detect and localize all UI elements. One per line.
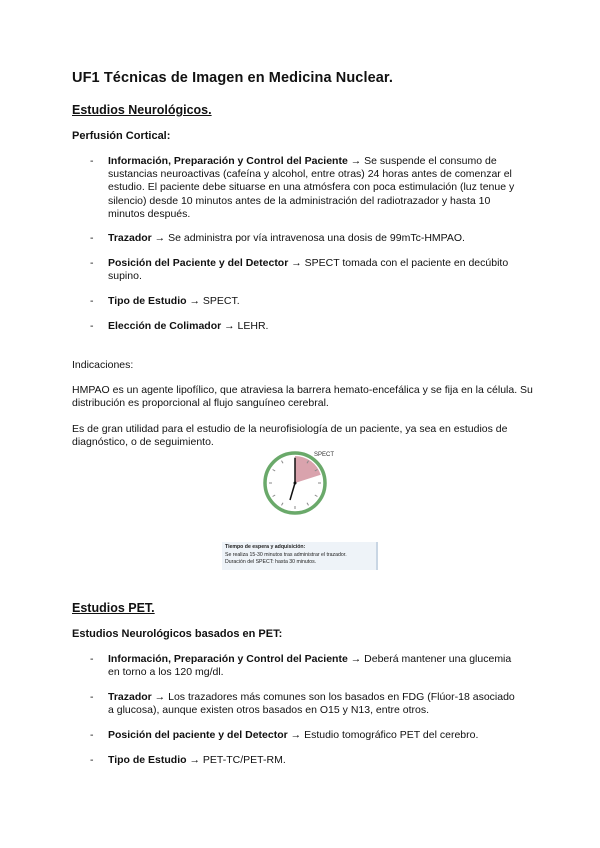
item-text: → PET-TC/PET-RM. <box>186 754 286 766</box>
item-label: Tipo de Estudio <box>108 754 187 766</box>
list-bullet: - <box>90 691 94 703</box>
list-bullet: - <box>90 295 94 307</box>
figure-caption <box>222 542 378 570</box>
list-bullet: - <box>90 257 94 269</box>
section-heading-neuro: Estudios Neurológicos. <box>72 103 212 117</box>
item-text: → Deberá mantener una glucemia en torno a los 120 mg/dl. <box>108 653 512 679</box>
item-label: Información, Preparación y Control del Paciente <box>108 155 348 167</box>
list-item <box>90 320 530 334</box>
clock-figure <box>262 450 328 516</box>
list-item <box>90 691 530 719</box>
subheading-pet-neuro: Estudios Neurológicos basados en PET: <box>72 628 283 640</box>
list-bullet: - <box>90 155 94 167</box>
list-item <box>90 155 530 221</box>
document-title: UF1 Técnicas de Imagen en Medicina Nuclear. <box>72 70 393 86</box>
item-text: → SPECT tomada con el paciente en decúbito supino. <box>108 257 509 283</box>
list-bullet: - <box>90 653 94 665</box>
paragraph-utility: Es de gran utilidad para el estudio de la neurofisiología de un paciente, ya sea en estudios de diagnóstico, o de seguimiento. <box>72 423 508 449</box>
clock-icon <box>262 450 328 516</box>
list-bullet: - <box>90 320 94 332</box>
caption-line: Duración del SPECT: hasta 30 minutos. <box>225 559 317 566</box>
item-label: Información, Preparación y Control del Paciente <box>108 653 348 665</box>
section-heading-pet: Estudios PET. <box>72 601 155 615</box>
item-text: → Estudio tomográfico PET del cerebro. <box>287 729 479 741</box>
caption-title: Tiempo de espera y adquisición: <box>225 544 306 550</box>
item-label: Trazador <box>108 691 152 703</box>
list-item <box>90 754 530 768</box>
indications-label: Indicaciones: <box>72 359 134 371</box>
list-bullet: - <box>90 754 94 766</box>
list-bullet: - <box>90 232 94 244</box>
item-text: → Los trazadores más comunes son los basados en FDG (Flúor-18 asociado a glucosa), aunque existen otros basados en O15 y N13, entre otros. <box>108 691 515 717</box>
item-label: Posición del paciente y del Detector <box>108 729 288 741</box>
list-bullet: - <box>90 729 94 741</box>
clock-center <box>294 482 297 485</box>
list-item <box>90 295 530 309</box>
item-label: Trazador <box>108 232 152 244</box>
list-item <box>90 232 530 246</box>
list-item <box>90 729 530 743</box>
subheading-perfusion: Perfusión Cortical: <box>72 130 171 142</box>
list-item <box>90 653 530 681</box>
item-label: Elección de Colimador <box>108 320 222 332</box>
item-text: → LEHR. <box>221 320 269 332</box>
clock-label: SPECT <box>314 452 335 458</box>
item-text: → Se suspende el consumo de sustancias neuroactivas (cafeína y alcohol, entre otras) 24 horas antes de comenzar el estudio. El paciente debe situarse en una atmósfera con poca estimulación (luz tenue y silencio) desde 10 minutos antes de la administración del radiotrazador y hasta 10 minutos después. <box>108 155 515 220</box>
item-label: Posición del Paciente y del Detector <box>108 257 289 269</box>
caption-line: Se realiza 15-30 minutos tras administrar el trazador. <box>225 551 347 558</box>
paragraph-hmpao: HMPAO es un agente lipofílico, que atraviesa la barrera hemato-encefálica y se fija en la célula. Su distribución es proporcional al flujo sanguíneo cerebral. <box>72 384 533 410</box>
item-label: Tipo de Estudio <box>108 295 187 307</box>
item-text: → Se administra por vía intravenosa una dosis de 99mTc-HMPAO. <box>151 232 465 244</box>
item-text: → SPECT. <box>186 295 240 307</box>
list-item <box>90 257 530 285</box>
